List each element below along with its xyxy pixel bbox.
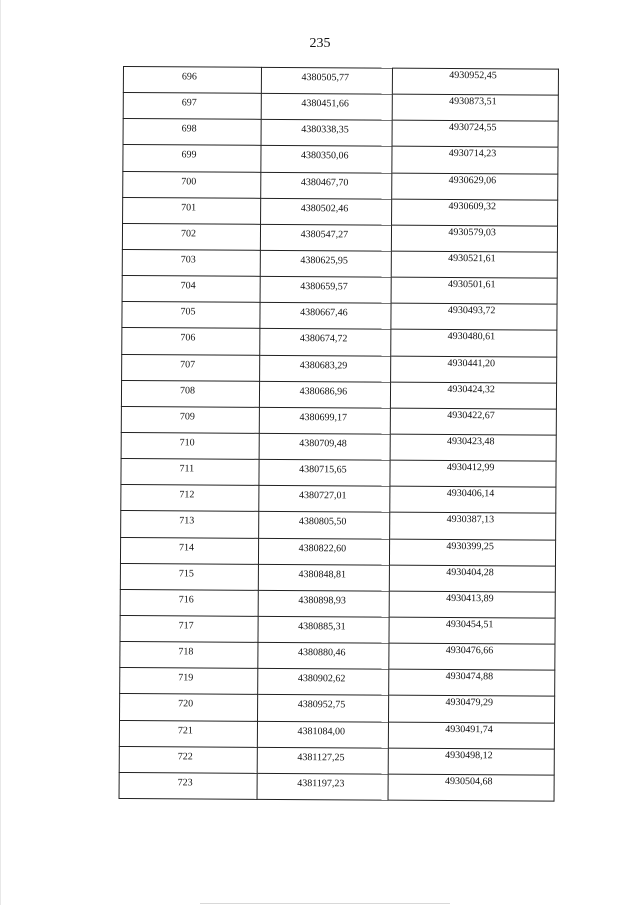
point-number-cell-text: 709 [179,411,195,423]
y-coordinate-cell-text: 4930480,61 [447,331,496,343]
x-coordinate-cell-text: 4380727,01 [298,490,347,502]
point-number-cell [120,642,258,669]
y-coordinate-cell [393,68,559,95]
y-coordinate-cell-text: 4930498,12 [445,749,493,761]
y-coordinate-cell-text: 4930724,55 [448,122,497,134]
point-number-cell [123,67,261,94]
y-coordinate-cell-text: 4930413,89 [446,592,494,605]
y-coordinate-cell [391,356,557,383]
table-row [121,380,556,409]
point-number-cell [120,668,258,695]
table-row [119,746,554,775]
table-row [120,642,555,671]
x-coordinate-cell [258,512,390,539]
y-coordinate-cell-text: 4930873,51 [449,96,497,108]
point-number-cell-text: 705 [180,306,196,318]
y-coordinate-cell-text: 4930476,66 [445,645,494,657]
x-coordinate-cell-text: 4380715,65 [299,464,347,476]
point-number-cell [121,511,259,538]
point-number-cell [123,171,261,198]
point-number-cell [120,589,258,616]
table-row [121,459,556,488]
point-number-cell-text: 713 [179,515,195,527]
y-coordinate-cell-text: 4930479,29 [445,697,493,709]
x-coordinate-cell [259,459,391,486]
y-coordinate-cell-text: 4930474,88 [445,671,494,683]
y-coordinate-cell [391,382,557,409]
y-coordinate-cell-text: 4930493,72 [447,305,496,317]
x-coordinate-cell [258,616,390,643]
point-number-cell-text: 707 [180,358,196,371]
x-coordinate-cell [260,276,392,303]
point-number-cell [120,615,258,642]
y-coordinate-cell [391,408,557,435]
table-row [121,406,556,435]
x-coordinate-cell-text: 4381197,23 [297,777,345,790]
point-number-cell-text: 720 [178,698,194,710]
x-coordinate-cell-text: 4380667,46 [300,307,348,319]
point-number-cell [122,302,260,329]
y-coordinate-cell-text: 4930412,99 [446,462,495,474]
x-coordinate-cell-text: 4380902,62 [297,673,346,685]
y-coordinate-cell-text: 4930579,03 [448,226,496,239]
x-coordinate-cell-text: 4380683,29 [299,359,348,371]
y-coordinate-cell [390,460,556,487]
point-number-cell-text: 723 [177,777,193,789]
x-coordinate-cell [261,120,393,147]
point-number-cell-text: 703 [180,254,196,266]
point-number-cell-text: 698 [181,123,197,135]
x-coordinate-cell [259,329,391,356]
point-number-cell-text: 712 [179,489,195,501]
y-coordinate-cell [392,199,558,226]
x-coordinate-cell-text: 4380686,96 [299,385,348,398]
x-coordinate-cell-text: 4380709,48 [299,438,347,450]
x-coordinate-cell-text: 4380659,57 [300,281,348,293]
x-coordinate-cell-text: 4380848,81 [298,568,347,581]
point-number-cell [121,485,259,512]
y-coordinate-cell-text: 4930424,32 [447,383,495,396]
x-coordinate-cell-text: 4380505,77 [301,72,350,84]
point-number-cell-text: 721 [177,724,193,737]
point-number-cell-text: 711 [179,463,195,475]
x-coordinate-cell-text: 4380880,46 [297,647,346,659]
y-coordinate-cell [392,251,558,278]
point-number-cell-text: 702 [180,228,197,240]
point-number-cell-text: 718 [178,646,194,658]
table-row [123,67,558,96]
x-coordinate-cell-text: 4380952,75 [297,699,346,711]
table-row [123,119,558,148]
table-row [120,615,555,644]
point-number-cell [122,223,260,250]
point-number-cell [122,328,260,355]
point-number-cell [122,276,260,303]
point-number-cell-text: 722 [177,751,193,763]
x-coordinate-cell [257,669,389,696]
coordinates-table [119,66,559,802]
point-number-cell-text: 696 [181,71,197,83]
x-coordinate-cell [257,721,389,748]
y-coordinate-cell-text: 4930387,13 [446,514,495,526]
x-coordinate-cell [257,695,389,722]
table-row [123,197,558,226]
x-coordinate-cell-text: 4381127,25 [297,751,345,764]
table-row [122,328,557,357]
point-number-cell [123,197,261,224]
y-coordinate-cell [389,696,555,723]
page-number: 235 [309,36,331,51]
x-coordinate-cell [260,250,392,277]
y-coordinate-cell [390,434,556,461]
table-row [119,720,554,749]
y-coordinate-cell-text: 4930399,25 [446,540,494,552]
point-number-cell-text: 717 [178,620,194,632]
x-coordinate-cell [259,381,391,408]
x-coordinate-cell [260,146,392,173]
point-number-cell [121,459,259,486]
table-row [120,668,555,697]
x-coordinate-cell-text: 4380338,35 [301,124,349,136]
point-number-cell-text: 701 [181,202,197,214]
y-coordinate-cell [389,617,555,644]
point-number-cell [123,119,261,146]
point-number-cell [119,746,257,773]
y-coordinate-cell-text: 4930629,06 [448,174,497,186]
y-coordinate-cell-text: 4930422,67 [447,409,495,422]
point-number-cell [122,249,260,276]
x-coordinate-cell-text: 4380885,31 [298,621,346,633]
x-coordinate-cell-text: 4380625,95 [300,255,348,267]
table-row [120,589,555,618]
x-coordinate-cell-text: 4380699,17 [299,411,347,424]
x-coordinate-cell-text: 4380674,72 [299,333,348,345]
table-row [123,145,558,174]
table-row [121,432,556,461]
y-coordinate-cell [390,486,556,513]
point-number-cell [120,563,258,590]
y-coordinate-cell-text: 4930521,61 [448,253,496,265]
table-row [120,537,555,566]
x-coordinate-cell-text: 4380502,46 [300,202,349,215]
x-coordinate-cell-text: 4380822,60 [298,542,347,554]
y-coordinate-cell [389,591,555,618]
y-coordinate-cell-text: 4930441,20 [447,357,496,369]
y-coordinate-cell [392,225,558,252]
point-number-cell-text: 716 [178,594,194,606]
x-coordinate-cell [258,538,390,565]
x-coordinate-cell [257,773,389,800]
x-coordinate-cell [260,303,392,330]
y-coordinate-cell [391,277,557,304]
y-coordinate-cell [392,120,558,147]
table-row [122,249,557,278]
y-coordinate-cell-text: 4930454,51 [445,618,494,631]
x-coordinate-cell-text: 4380547,27 [300,228,349,241]
point-number-cell [123,93,261,120]
point-number-cell-text: 714 [179,541,195,554]
y-coordinate-cell [390,513,556,540]
point-number-cell-text: 700 [181,175,197,188]
table-row [122,223,557,252]
point-number-cell [122,354,260,381]
x-coordinate-cell-text: 4380898,93 [298,594,346,607]
y-coordinate-cell [388,774,554,801]
point-number-cell [123,145,261,172]
x-coordinate-cell [259,433,391,460]
x-coordinate-cell [260,172,392,199]
x-coordinate-cell-text: 4380451,66 [301,98,349,110]
y-coordinate-cell [389,748,555,775]
point-number-cell-text: 719 [178,672,194,684]
y-coordinate-cell-text: 4930501,61 [447,279,496,291]
y-coordinate-cell [391,330,557,357]
x-coordinate-cell [259,407,391,434]
y-coordinate-cell-text: 4930406,14 [446,488,495,500]
y-coordinate-cell-text: 4930714,23 [448,148,497,160]
y-coordinate-cell-text: 4930504,68 [444,775,493,788]
y-coordinate-cell [392,173,558,200]
table-row [120,694,555,723]
x-coordinate-cell-text: 4380805,50 [298,516,347,528]
y-coordinate-cell-text: 4930491,74 [445,723,493,735]
y-coordinate-cell [389,643,555,670]
scan-left-edge [0,0,1,905]
scan-bottom-line [200,903,450,904]
x-coordinate-cell [257,642,389,669]
x-coordinate-cell [257,747,389,774]
table-row [121,485,556,514]
table-row [123,171,558,200]
y-coordinate-cell-text: 4930952,45 [449,70,497,82]
y-coordinate-cell [391,303,557,330]
point-number-cell [119,772,257,799]
point-number-cell-text: 708 [179,385,196,397]
point-number-cell-text: 704 [180,280,196,292]
y-coordinate-cell-text: 4930609,32 [448,200,497,213]
y-coordinate-cell [389,722,555,749]
y-coordinate-cell [393,94,559,121]
table-row [121,511,556,540]
y-coordinate-cell [390,539,556,566]
y-coordinate-cell [390,565,556,592]
x-coordinate-cell [261,93,393,120]
table-row [122,354,557,383]
x-coordinate-cell [260,224,392,251]
x-coordinate-cell-text: 4380350,06 [301,150,349,162]
point-number-cell-text: 699 [181,149,197,161]
x-coordinate-cell [258,564,390,591]
table-row [123,93,558,122]
point-number-cell [121,380,259,407]
y-coordinate-cell [392,147,558,174]
coordinates-table-body [119,67,558,802]
point-number-cell [120,537,258,564]
x-coordinate-cell [261,67,393,94]
point-number-cell-text: 715 [178,568,194,580]
point-number-cell [121,406,259,433]
x-coordinate-cell [258,486,390,513]
point-number-cell-text: 710 [179,437,195,449]
point-number-cell [120,694,258,721]
table-row [119,772,554,801]
point-number-cell [121,432,259,459]
x-coordinate-cell-text: 4381084,00 [297,725,346,737]
table-row [120,563,555,592]
point-number-cell-text: 697 [181,97,197,109]
table-row [122,276,557,305]
x-coordinate-cell-text: 4380467,70 [300,176,349,189]
x-coordinate-cell [260,198,392,225]
table-row [122,302,557,331]
point-number-cell [119,720,257,747]
x-coordinate-cell [259,355,391,382]
point-number-cell-text: 706 [180,332,196,344]
y-coordinate-cell-text: 4930423,48 [447,436,495,448]
x-coordinate-cell [258,590,390,617]
y-coordinate-cell-text: 4930404,28 [446,566,494,579]
y-coordinate-cell [389,669,555,696]
